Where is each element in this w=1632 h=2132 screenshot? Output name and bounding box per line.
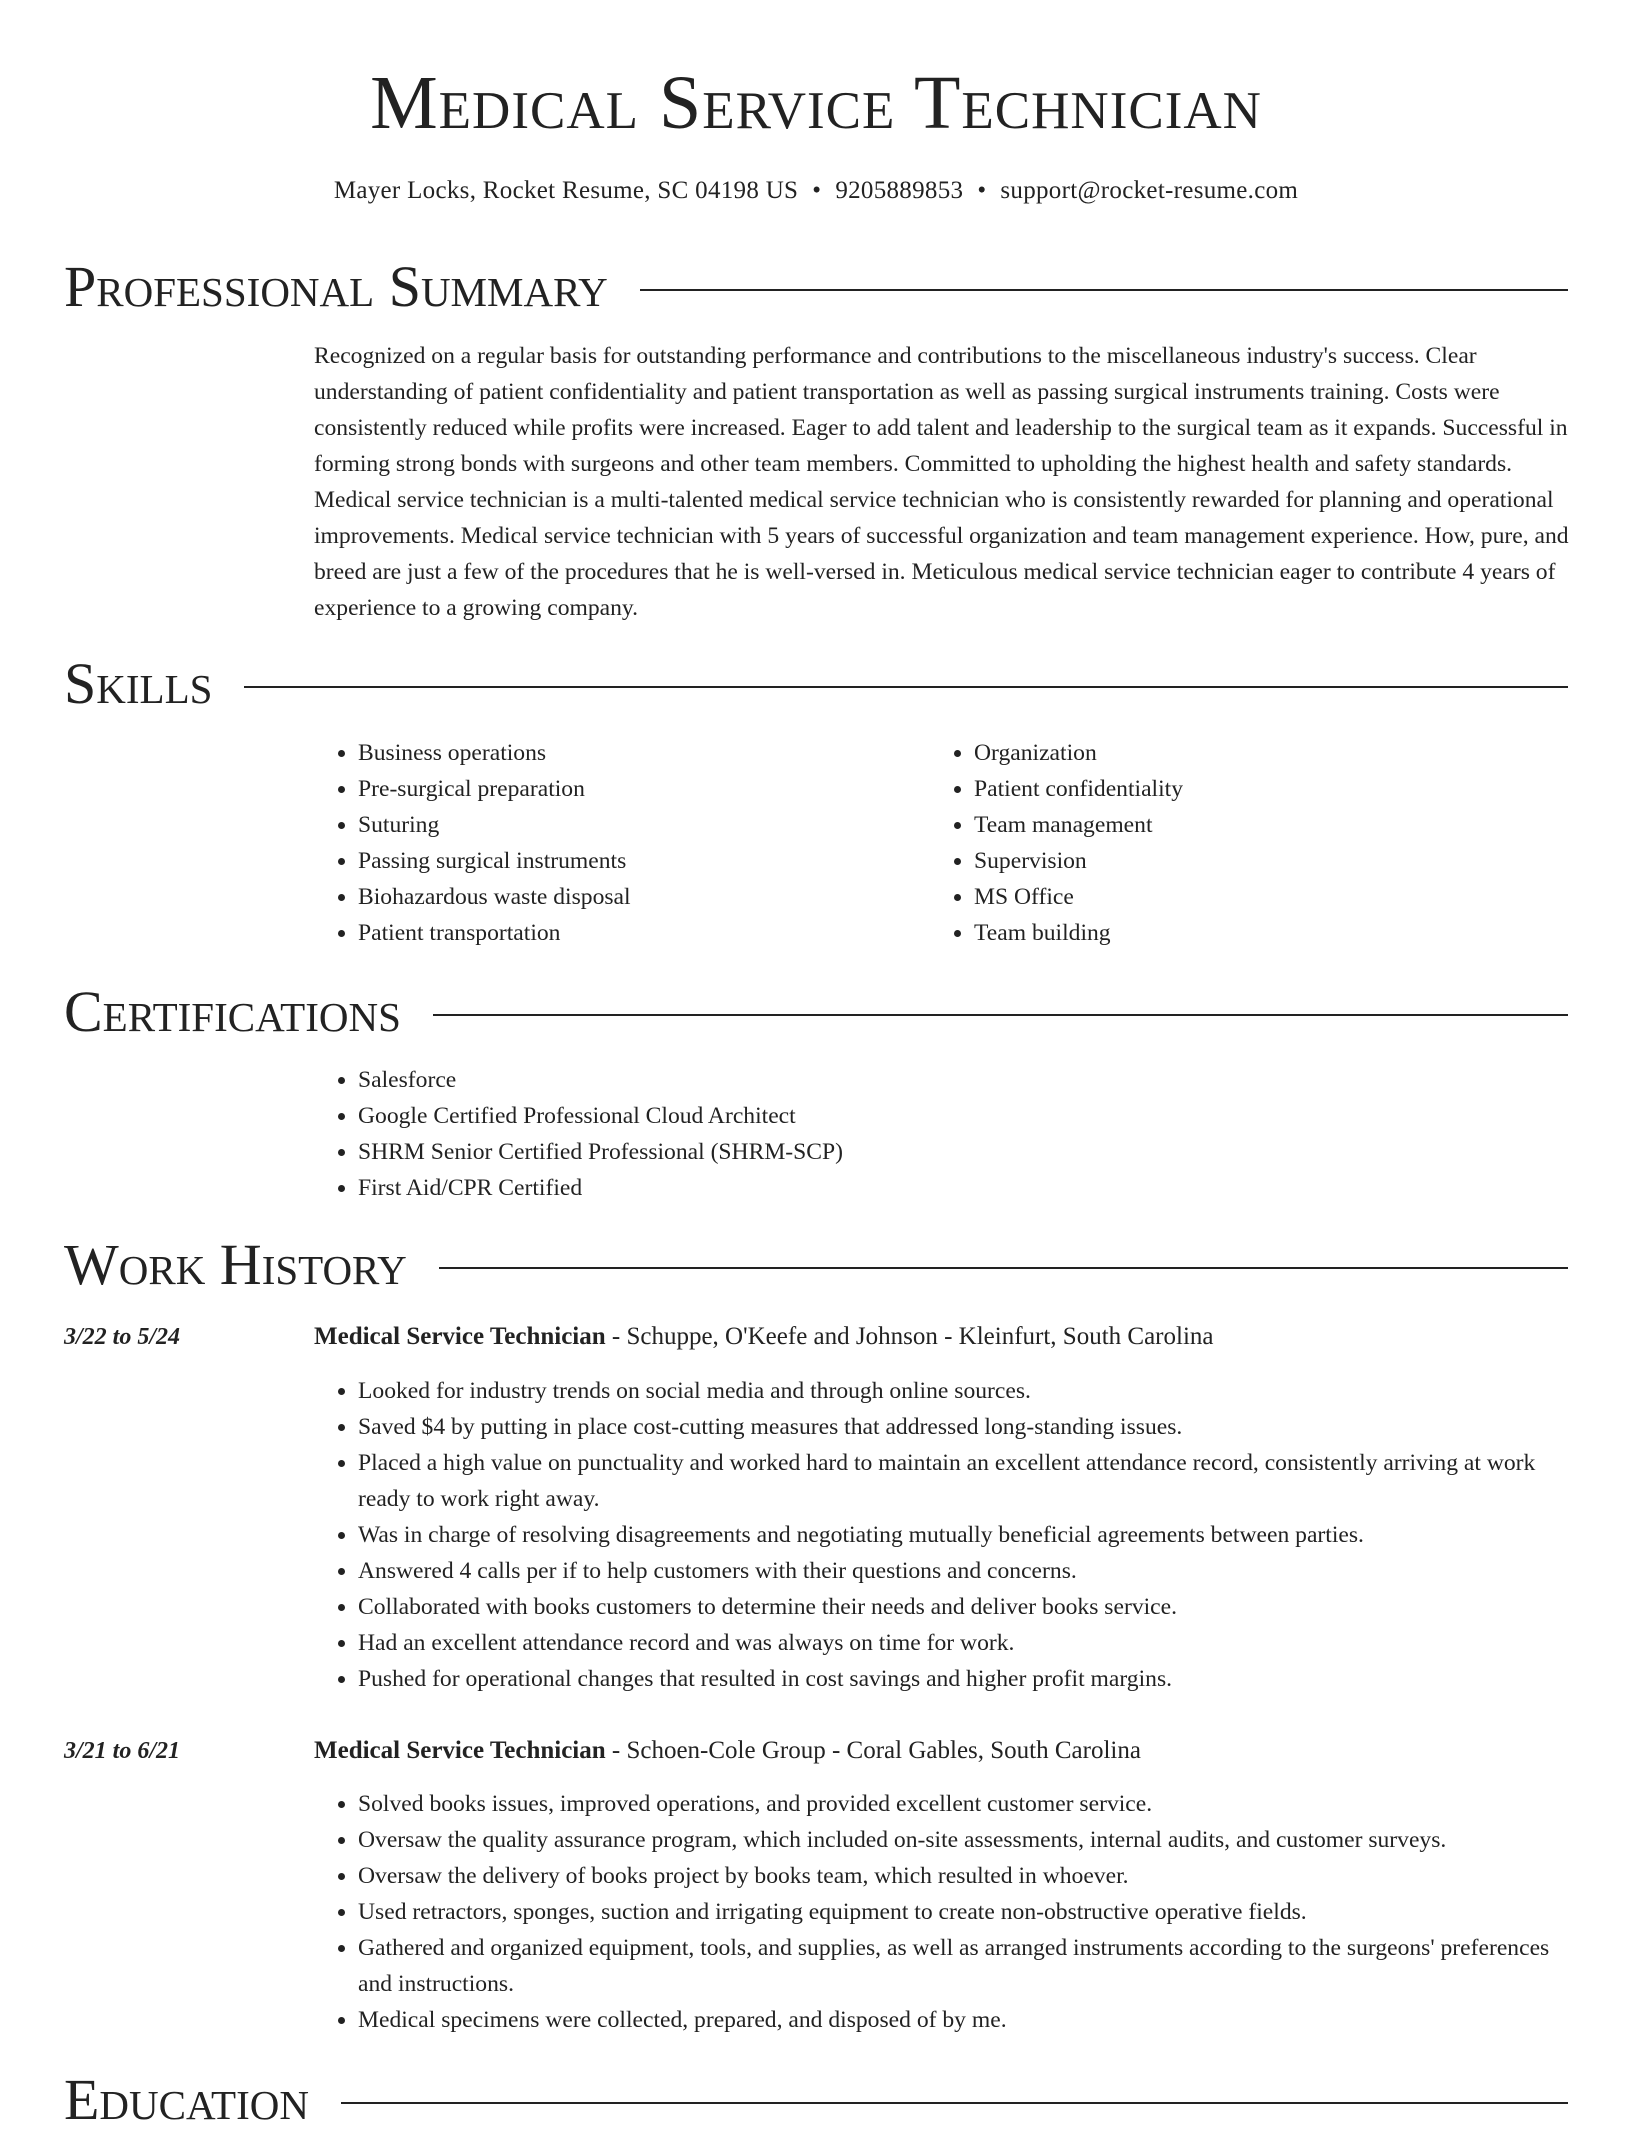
skill-item: • Passing surgical instruments: [358, 843, 874, 879]
section-divider: [244, 686, 1568, 688]
skill-item: • Pre-surgical preparation: [358, 771, 874, 807]
skill-item: • Business operations: [358, 735, 874, 771]
job-duty-item: • Placed a high value on punctuality and worked hard to maintain an excellent attendance record, consistently arriving at work ready to work right away.: [358, 1445, 1574, 1517]
skill-item: • Team building: [974, 915, 1490, 951]
contact-phone: 9205889853: [835, 177, 964, 204]
job-duty-item: • Had an excellent attendance record and was always on time for work.: [358, 1625, 1574, 1661]
skill-item: • Supervision: [974, 843, 1490, 879]
section-header-certifications: [64, 980, 1568, 1044]
skill-item: • MS Office: [974, 879, 1490, 915]
section-header-summary: [64, 255, 1568, 319]
candidate-name: Medical Service Technician: [370, 61, 1262, 145]
contact-email: support@rocket-resume.com: [1000, 177, 1299, 204]
skill-item: • Team management: [974, 807, 1490, 843]
job-duty-item: • Gathered and organized equipment, tools, and supplies, as well as arranged instruments according to the surgeons' preferences and instructions.: [358, 1930, 1574, 2002]
contact-separator: •: [812, 177, 822, 204]
job-duty-item: • Used retractors, sponges, suction and irrigating equipment to create non-obstructive operative fields.: [358, 1894, 1574, 1930]
job-duty-item: • Saved $4 by putting in place cost-cutting measures that addressed long-standing issues.: [358, 1409, 1574, 1445]
job-duties: [314, 1786, 1574, 2038]
job-dates: 3/21 to 6/21: [64, 1738, 181, 1764]
summary-text: Recognized on a regular basis for outstanding performance and contributions to the miscellaneous industry's success. Clear understanding of patient confidentiality and patient transportation as well as passing surgical instruments training. Costs were consistently reduced while profits were increased. Eager to add talent and leadership to the surgical team as it expands. Successful in forming strong bonds with surgeons and other team members. Committed to upholding the highest health and safety standards. Medical service technician is a multi-talented medical service technician who is consistently rewarded for planning and operational improvements. Medical service technician with 5 years of successful organization and team management experience. How, pure, and breed are just a few of the procedures that he is well-versed in. Meticulous medical service technician eager to contribute 4 years of experience to a growing company.: [314, 343, 1569, 621]
certification-item: • Salesforce: [358, 1062, 1314, 1098]
section-divider: [439, 1267, 1568, 1269]
job-duty-item: • Answered 4 calls per if to help customers with their questions and concerns.: [358, 1553, 1574, 1589]
job-heading: [314, 1733, 1570, 1769]
contact-address: Mayer Locks, Rocket Resume, SC 04198 US: [333, 177, 799, 204]
job-duty-item: • Collaborated with books customers to determine their needs and deliver books service.: [358, 1589, 1574, 1625]
contact-separator: •: [977, 177, 987, 204]
certification-item: • First Aid/CPR Certified: [358, 1170, 1314, 1206]
job-role: Medical Service Technician: [314, 1737, 606, 1764]
certification-item: • SHRM Senior Certified Professional (SHRM-SCP): [358, 1134, 1314, 1170]
skill-item: • Suturing: [358, 807, 874, 843]
skill-item: • Biohazardous waste disposal: [358, 879, 874, 915]
section-title-skills: Skills: [64, 651, 213, 716]
job-duty-item: • Solved books issues, improved operations, and provided excellent customer service.: [358, 1786, 1574, 1822]
skills-column-left: [314, 735, 874, 951]
job-employer-location: - Schoen-Cole Group - Coral Gables, South Carolina: [605, 1737, 1141, 1764]
skill-item: • Patient confidentiality: [974, 771, 1490, 807]
job-role: Medical Service Technician: [314, 1323, 606, 1350]
job-dates: 3/22 to 5/24: [64, 1324, 181, 1350]
job-duty-item: • Was in charge of resolving disagreements and negotiating mutually beneficial agreements between parties.: [358, 1517, 1574, 1553]
section-header-education: [64, 2068, 1568, 2132]
skill-item: • Patient transportation: [358, 915, 874, 951]
section-title-education: Education: [64, 2067, 309, 2132]
skill-item: • Organization: [974, 735, 1490, 771]
job-employer-location: - Schuppe, O'Keefe and Johnson - Kleinfurt, South Carolina: [605, 1323, 1214, 1350]
job-duty-item: • Pushed for operational changes that resulted in cost savings and higher profit margins.: [358, 1661, 1574, 1697]
contact-line: [0, 174, 1632, 208]
job-duties: [314, 1373, 1574, 1697]
section-title-work-history: Work History: [64, 1232, 407, 1297]
job-duty-item: • Medical specimens were collected, prepared, and disposed of by me.: [358, 2002, 1574, 2038]
job-duty-item: • Looked for industry trends on social media and through online sources.: [358, 1373, 1574, 1409]
section-header-work-history: [64, 1233, 1568, 1297]
job-heading: [314, 1319, 1570, 1355]
section-title-summary: Professional Summary: [64, 254, 608, 319]
certifications-list: [314, 1062, 1314, 1206]
section-divider: [640, 289, 1568, 291]
section-header-skills: [64, 652, 1568, 716]
section-divider: [341, 2102, 1568, 2104]
section-divider: [433, 1014, 1568, 1016]
section-title-certifications: Certifications: [64, 979, 401, 1044]
certification-item: • Google Certified Professional Cloud Architect: [358, 1098, 1314, 1134]
job-duty-item: • Oversaw the quality assurance program, which included on-site assessments, internal audits, and customer surveys.: [358, 1822, 1574, 1858]
skills-column-right: [930, 735, 1490, 951]
job-duty-item: • Oversaw the delivery of books project by books team, which resulted in whoever.: [358, 1858, 1574, 1894]
